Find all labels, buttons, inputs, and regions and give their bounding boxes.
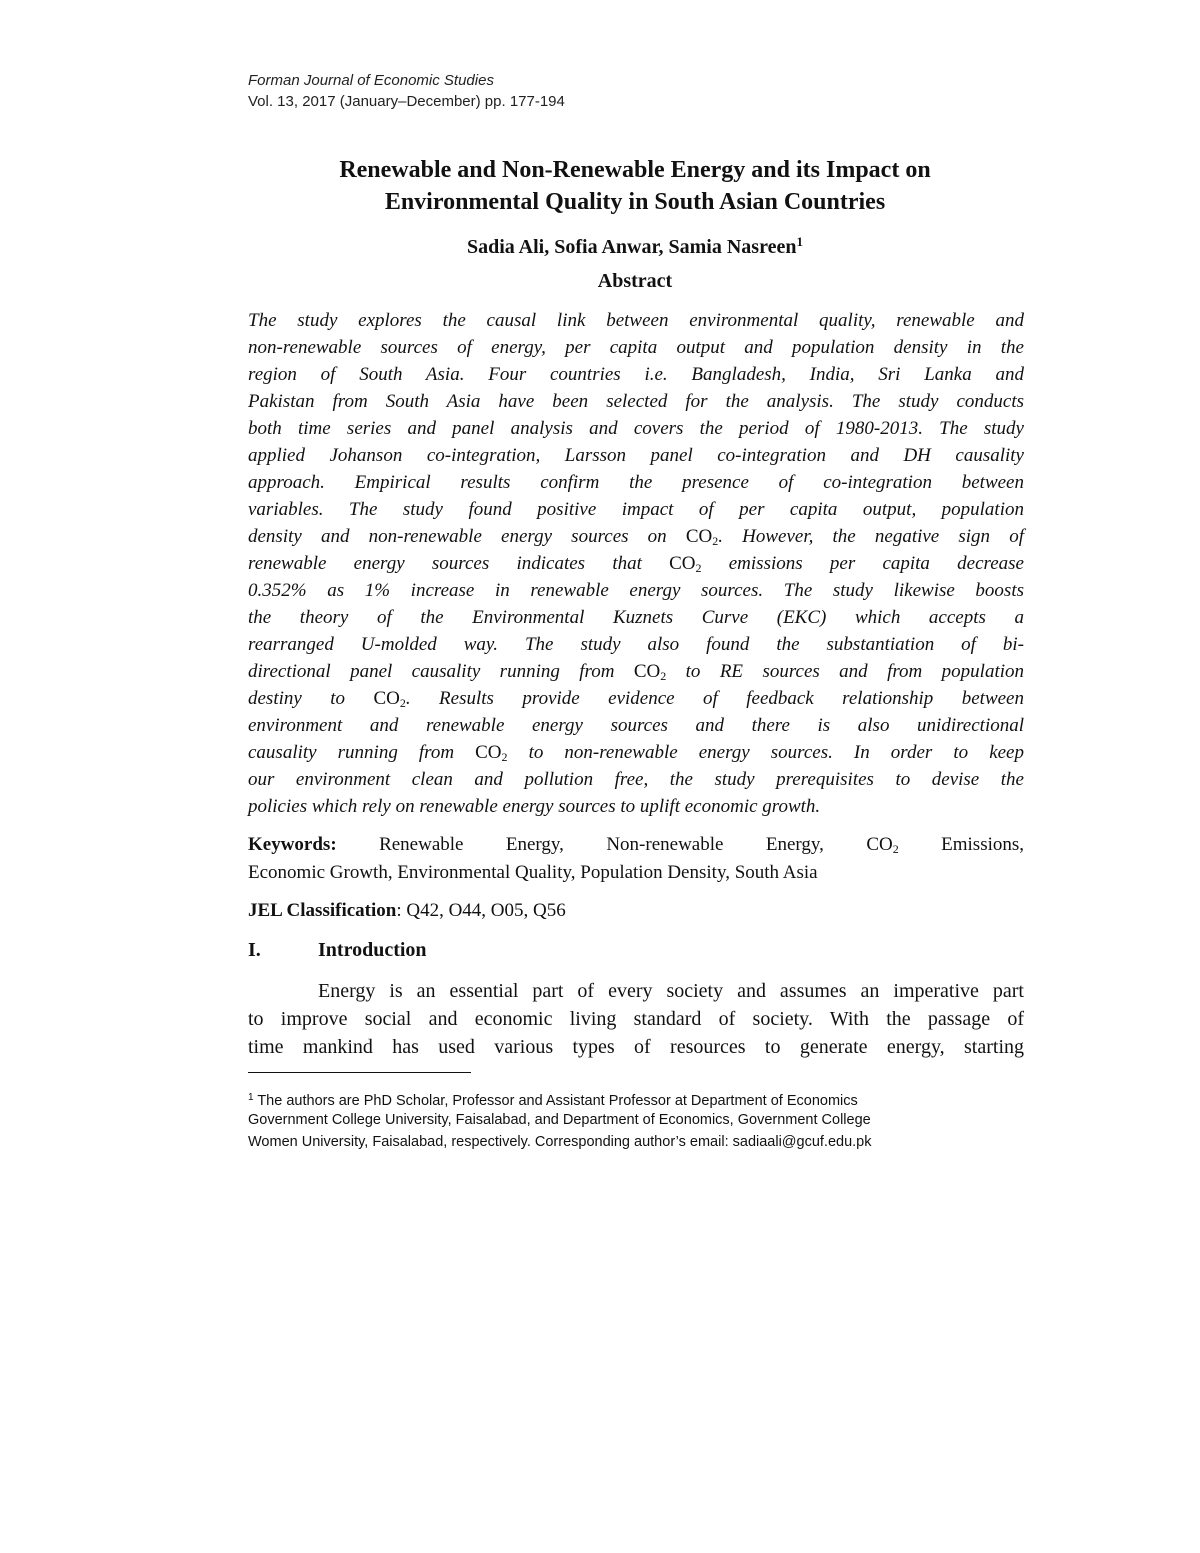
footnote-line-3: Women University, Faisalabad, respectively. Corresponding author’s email: sadiaali@gcuf.edu.pk: [248, 1134, 872, 1150]
author-footnote-mark: 1: [796, 234, 803, 249]
jel-classification: [248, 897, 566, 925]
abstract-line: density and non-renewable energy sources on $CO_2$. However, the negative sign of: [248, 526, 1024, 548]
author-names: Sadia Ali, Sofia Anwar, Samia Nasreen: [466, 236, 797, 258]
abstract-line: approach. Empirical results confirm the presence of co-integration between: [248, 472, 1024, 493]
co2-formula: $CO_2$: [633, 661, 667, 683]
co2-formula: $CO_2$: [475, 742, 508, 764]
journal-name: Forman Journal of Economic Studies: [248, 72, 494, 89]
abstract-body: [248, 307, 1024, 820]
abstract-line: causality running from $CO_2$ to non-renewable energy sources. In order to keep: [248, 742, 1024, 764]
abstract-line: directional panel causality running from $CO_2$ to RE sources and from population: [248, 661, 1025, 683]
journal-header: [248, 70, 565, 112]
intro-line: time mankind has used various types of resources to generate energy, starting: [248, 1036, 1024, 1058]
footnote-mark: 1: [248, 1092, 254, 1103]
abstract-line: non-renewable sources of energy, per capita output and population density in the: [248, 337, 1024, 358]
paper-title: [200, 154, 1070, 218]
abstract-line: applied Johanson co-integration, Larsson panel co-integration and DH causality: [248, 445, 1024, 466]
abstract-line: our environment clean and pollution free, the study prerequisites to devise the: [248, 769, 1024, 790]
footnote-divider: [248, 1072, 471, 1073]
abstract-line: variables. The study found positive impact of per capita output, population: [248, 499, 1024, 520]
co2-formula: $CO_2$: [866, 834, 899, 856]
section-title: Introduction: [318, 939, 427, 961]
keywords-label: Keywords:: [248, 834, 337, 855]
abstract-line: environment and renewable energy sources and there is also unidirectional: [248, 715, 1024, 736]
abstract-line: 0.352% as 1% increase in renewable energy sources. The study likewise boosts: [248, 580, 1024, 601]
keywords-block: [248, 831, 1024, 887]
abstract-line: both time series and panel analysis and covers the period of 1980-2013. The study: [248, 418, 1024, 439]
co2-formula: $CO_2$: [373, 688, 406, 710]
co2-formula: $CO_2$: [669, 553, 702, 575]
intro-line: Energy is an essential part of every society and assumes an imperative part: [318, 980, 1024, 1002]
volume-info: Vol. 13, 2017 (January–December) pp. 177-194: [248, 93, 565, 110]
authors: [200, 228, 1070, 261]
abstract-line: region of South Asia. Four countries i.e. Bangladesh, India, Sri Lanka and: [248, 364, 1024, 385]
section-number: I.: [248, 939, 261, 961]
footnote: [248, 1087, 1024, 1153]
title-line-1: Renewable and Non-Renewable Energy and its Impact on: [339, 157, 931, 183]
co2-formula: $CO_2$: [685, 526, 719, 548]
intro-line: to improve social and economic living standard of society. With the passage of: [248, 1008, 1024, 1030]
section-heading-introduction: [248, 936, 427, 964]
abstract-heading: Abstract: [597, 270, 673, 292]
abstract-line: rearranged U-molded way. The study also found the substantiation of bi-: [248, 634, 1024, 655]
abstract-line: the theory of the Environmental Kuznets Curve (EKC) which accepts a: [248, 607, 1024, 628]
abstract-line: policies which rely on renewable energy sources to uplift economic growth.: [248, 796, 821, 817]
footnote-line-2: Government College University, Faisalabad, and Department of Economics, Government College: [248, 1112, 871, 1128]
keywords-line-1: Keywords: Renewable Energy, Non-renewable Energy, $CO_2$ Emissions,: [248, 834, 1025, 856]
title-line-2: Environmental Quality in South Asian Countries: [384, 189, 886, 215]
abstract-line: The study explores the causal link between environmental quality, renewable and: [248, 310, 1024, 331]
abstract-line: destiny to $CO_2$. Results provide evidence of feedback relationship between: [248, 688, 1024, 710]
jel-codes: : Q42, O44, O05, Q56: [396, 900, 566, 921]
jel-label: JEL Classification: [248, 900, 397, 921]
keywords-line-2: Economic Growth, Environmental Quality, Population Density, South Asia: [248, 862, 818, 883]
introduction-body: [248, 977, 1024, 1061]
abstract-line: renewable energy sources indicates that $CO_2$ emissions per capita decrease: [248, 553, 1024, 575]
footnote-line-1: $^1$ The authors are PhD Scholar, Professor and Assistant Professor at Department of Economics: [248, 1092, 858, 1109]
abstract-line: Pakistan from South Asia have been selected for the analysis. The study conducts: [248, 391, 1024, 412]
